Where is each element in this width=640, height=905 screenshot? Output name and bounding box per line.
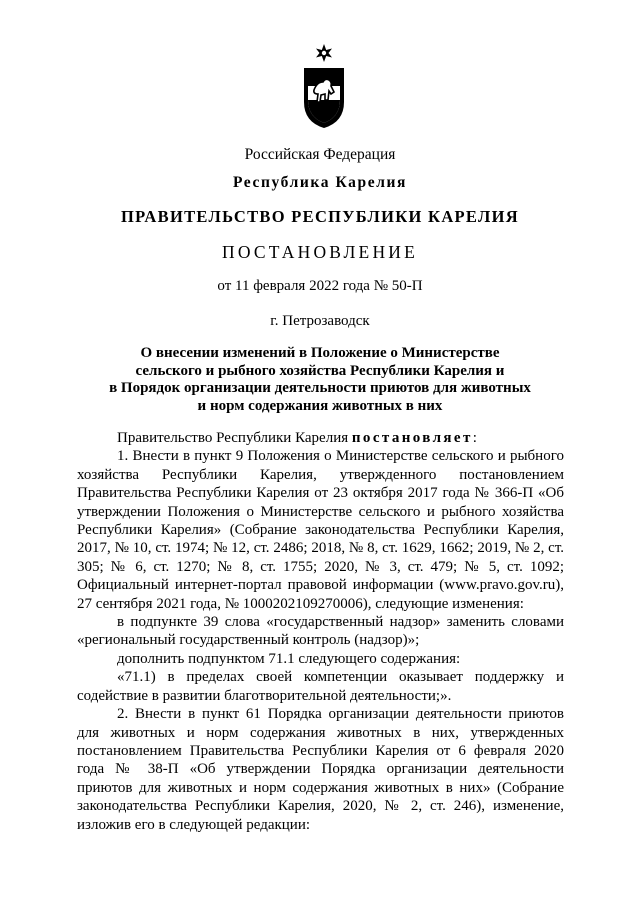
coat-of-arms-emblem: [298, 42, 350, 130]
country-name: Российская Федерация: [244, 146, 396, 163]
intro-tail: :: [472, 430, 477, 446]
body-paragraph: в подпункте 39 слова «государственный надзор» заменить словами «региональный государственный контроль (надзор)»;: [77, 614, 564, 649]
intro-paragraph: [77, 429, 564, 447]
decree-word: постановляет: [351, 430, 473, 446]
document-title: [80, 345, 560, 415]
body-paragraph: «71.1) в пределах своей компетенции оказывает поддержку и содействие в развитии благотворительной деятельности;».: [77, 669, 564, 704]
republic-name: Республика Карелия: [232, 174, 408, 191]
title-line: в Порядок организации деятельности приютов для животных: [109, 380, 531, 396]
body-paragraph: 1. Внести в пункт 9 Положения о Министерстве сельского и рыбного хозяйства Республики Карелия, утвержденного постановлением Правительства Республики Карелия от 23 октября 2017 года № 366-П «Об утверждении Положения о Министерстве сельского и рыбного хозяйства Республики Карелия» (Собрание законодательства Республики Карелия, 2017, № 10, ст. 1974; № 12, ст. 2486; 2018, № 8, ст. 1629, 1662; 2019, № 2, ст. 305; № 6, ст. 1270; № 8, ст. 1755; 2020, № 3, ст. 479; № 5, ст. 1092; Официальный интернет-портал правовой информации (www.pravo.gov.ru), 27 сентября 2021 года, № 1000202109270006), следующие изменения:: [77, 448, 564, 612]
intro-lead: Правительство Республики Карелия: [117, 430, 352, 446]
document-type: ПОСТАНОВЛЕНИЕ: [221, 242, 419, 262]
government-name: ПРАВИТЕЛЬСТВО РЕСПУБЛИКИ КАРЕЛИЯ: [121, 207, 519, 226]
title-line: и норм содержания животных в них: [197, 397, 443, 414]
document-body: [77, 429, 564, 834]
title-line: О внесении изменений в Положение о Министерстве: [140, 345, 500, 361]
title-line: сельского и рыбного хозяйства Республики Карелия и: [135, 362, 505, 379]
date-number: от 11 февраля 2022 года № 50-П: [217, 278, 423, 294]
city: г. Петрозаводск: [270, 313, 370, 329]
body-paragraph: 2. Внести в пункт 61 Порядка организации деятельности приютов для животных и норм содержания животных в них, утвержденных постановлением Правительства Республики Карелия от 6 февраля 2020 года № 38-П «Об утверждении Порядка организации деятельности приютов для животных и норм содержания животных в них» (Собрание законодательства Республики Карелия, 2020, № 2, ст. 246), изменение, изложив его в следующей редакции:: [77, 706, 564, 833]
body-paragraph: дополнить подпунктом 71.1 следующего содержания:: [117, 650, 461, 667]
star-icon: [316, 44, 332, 62]
